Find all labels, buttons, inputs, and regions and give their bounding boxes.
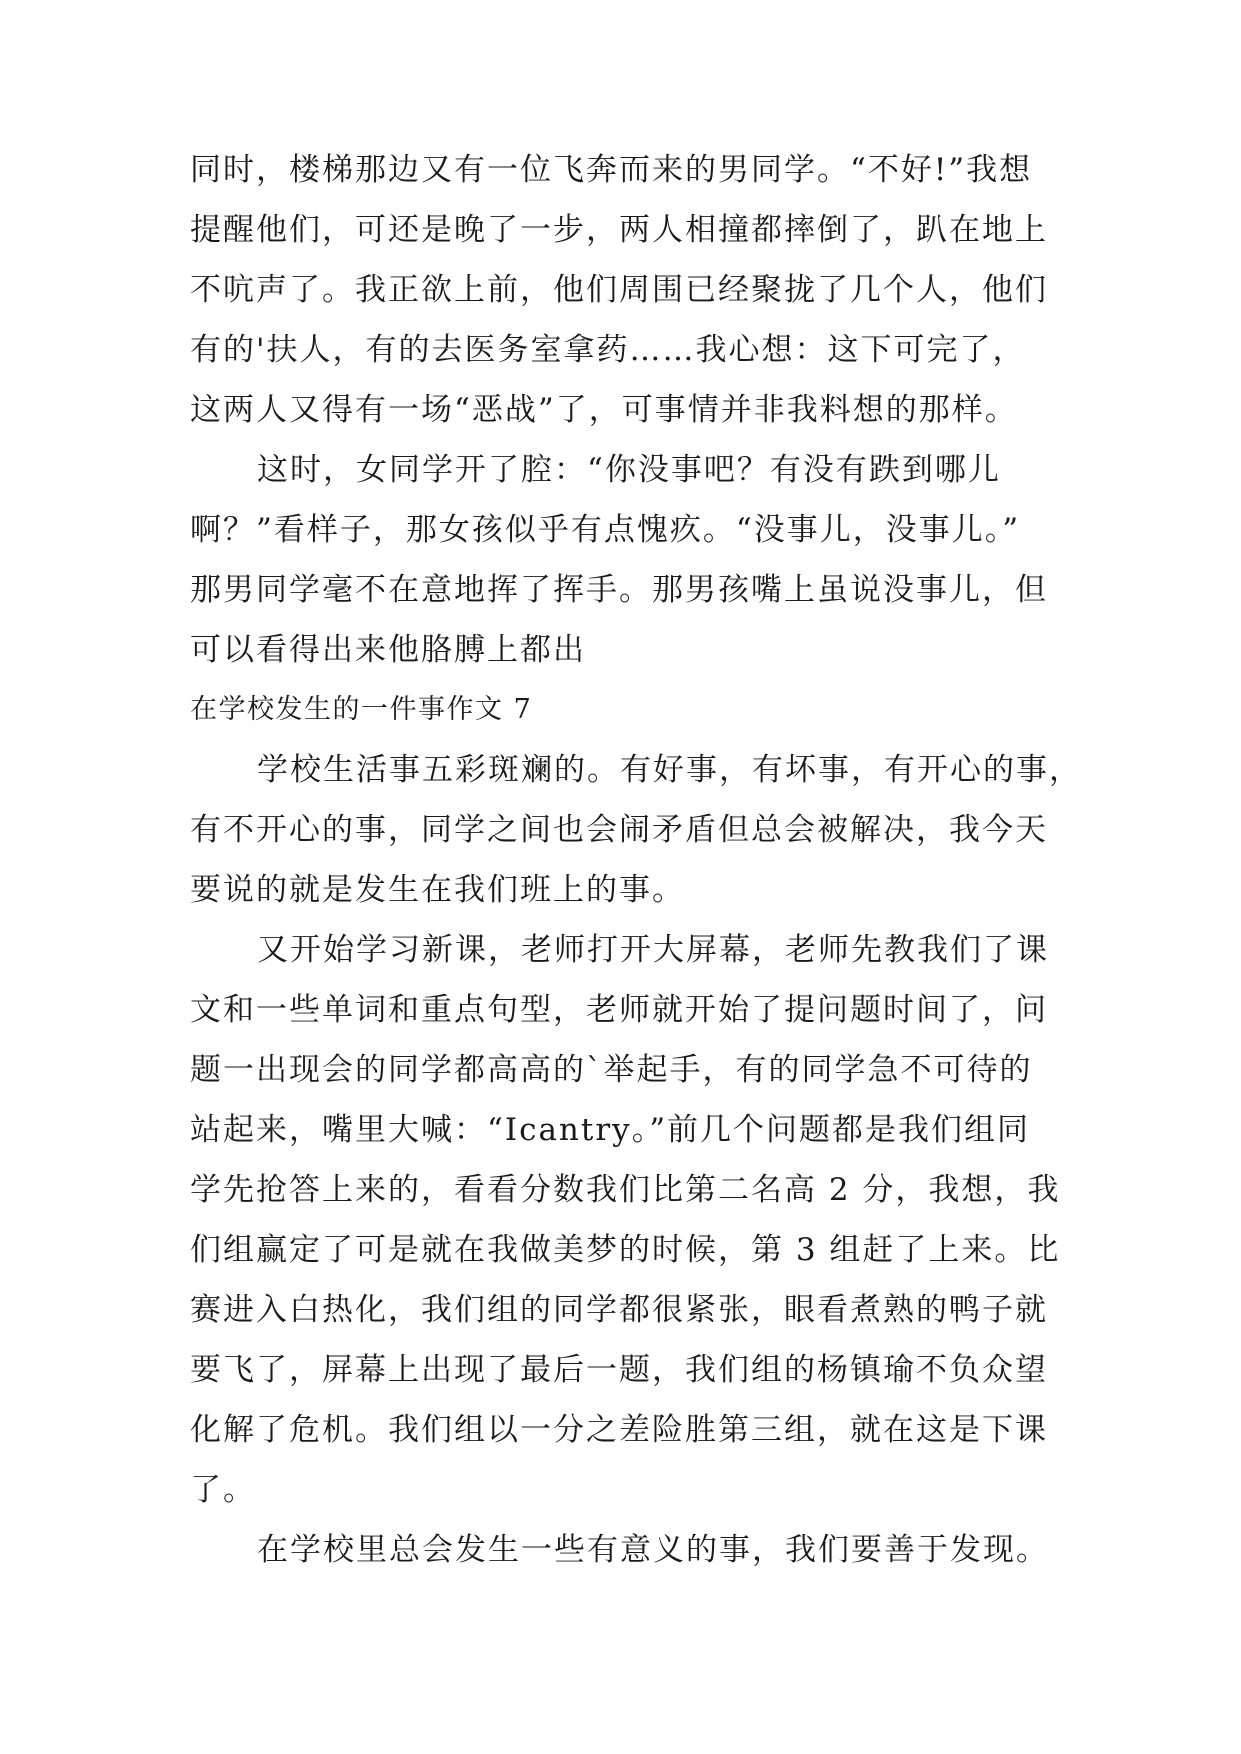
paragraph-start-line: 又开始学习新课，老师打开大屏幕，老师先教我们了课 — [257, 932, 1049, 968]
text-line: 那男同学毫不在意地挥了挥手。那男孩嘴上虽说没事儿，但 — [190, 572, 1048, 608]
text-line: 这两人又得有一场“恶战”了，可事情并非我料想的那样。 — [190, 392, 1018, 428]
paragraph-start-line: 这时，女同学开了腔：“你没事吧？有没有跌到哪儿 — [257, 452, 1001, 488]
text-line: 不吭声了。我正欲上前，他们周围已经聚拢了几个人，他们 — [190, 272, 1048, 308]
text-line: 赛进入白热化，我们组的同学都很紧张，眼看煮熟的鸭子就 — [190, 1292, 1048, 1328]
text-line: 们组赢定了可是就在我做美梦的时候，第 3 组赶了上来。比 — [190, 1232, 1061, 1268]
text-line: 有的'扶人，有的去医务室拿药……我心想：这下可完了， — [190, 332, 1026, 368]
text-line: 站起来，嘴里大喊：“Icantry。”前几个问题都是我们组同 — [190, 1112, 1031, 1148]
text-line: 化解了危机。我们组以一分之差险胜第三组，就在这是下课 — [190, 1412, 1048, 1448]
text-line: 题一出现会的同学都高高的`举起手，有的同学急不可待的 — [190, 1052, 1033, 1088]
text-line: 文和一些单词和重点句型，老师就开始了提问题时间了，问 — [190, 992, 1048, 1028]
text-line: 要飞了，屏幕上出现了最后一题，我们组的杨镇瑜不负众望 — [190, 1352, 1048, 1388]
section-title: 在学校发生的一件事作文 7 — [190, 694, 533, 725]
text-line: 了。 — [190, 1472, 256, 1508]
text-line: 可以看得出来他胳膊上都出 — [190, 632, 586, 668]
text-line: 有不开心的事，同学之间也会闹矛盾但总会被解决，我今天 — [190, 812, 1048, 848]
text-line: 提醒他们，可还是晚了一步，两人相撞都摔倒了，趴在地上 — [190, 212, 1048, 248]
text-line: 同时，楼梯那边又有一位飞奔而来的男同学。“不好!”我想 — [190, 152, 1033, 188]
paragraph-start-line: 学校生活事五彩斑斓的。有好事，有坏事，有开心的事， — [257, 752, 1082, 788]
text-line: 要说的就是发生在我们班上的事。 — [190, 872, 685, 908]
paragraph-start-line: 在学校里总会发生一些有意义的事，我们要善于发现。 — [257, 1532, 1049, 1568]
text-line: 学先抢答上来的，看看分数我们比第二名高 2 分，我想，我 — [190, 1172, 1061, 1208]
text-line: 啊？”看样子，那女孩似乎有点愧疚。“没事儿，没事儿。” — [190, 512, 1021, 548]
